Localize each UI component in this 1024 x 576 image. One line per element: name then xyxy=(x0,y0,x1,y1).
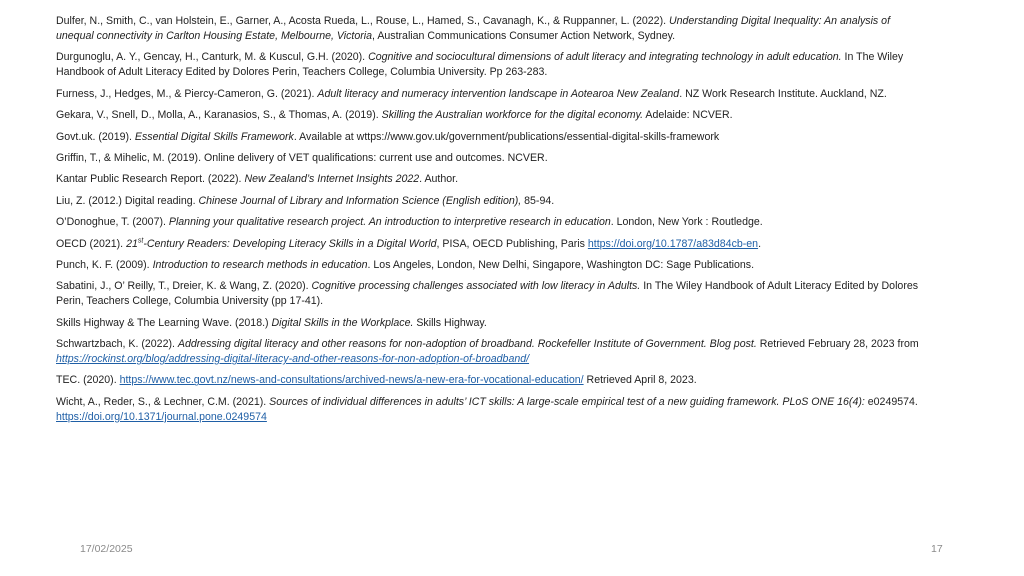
ref-publisher: . Author. xyxy=(419,173,459,186)
ref-authors: OECD (2021). xyxy=(56,237,127,250)
rockinst-link[interactable]: https://rockinst.org/blog/addressing-digital-literacy-and-other-reasons-for-non-adoption-of-broadband/ xyxy=(56,353,530,366)
ref-publisher: . NZ Work Research Institute. Auckland, NZ. xyxy=(679,87,887,100)
ref-authors: Kantar Public Research Report. (2022). xyxy=(56,173,245,186)
reference-griffin-2019 xyxy=(56,151,926,166)
ref-pages: 85-94. xyxy=(521,194,555,207)
ref-article-number: e0249574. xyxy=(864,395,918,408)
ref-title: New Zealand’s Internet Insights 2022 xyxy=(244,173,420,186)
ref-authors: Liu, Z. (2012.) Digital reading. xyxy=(56,194,199,207)
reference-wicht-2021 xyxy=(56,395,926,425)
ref-authors: Durgunoglu, A. Y., Gencay, H., Canturk, M. & Kuscul, G.H. (2020). xyxy=(56,51,369,64)
doi-link[interactable]: https://doi.org/10.1787/a83d84cb-en xyxy=(587,237,759,250)
ref-title: Chinese Journal of Library and Information Science (English edition), xyxy=(198,194,522,207)
ref-authors: O’Donoghue, T. (2007). xyxy=(56,216,169,229)
reference-gekara-2019 xyxy=(56,108,926,123)
ref-authors: Punch, K. F. (2009). xyxy=(56,258,153,271)
ref-title-number: 21 xyxy=(126,237,138,250)
reference-list xyxy=(56,14,926,431)
reference-furness-2021 xyxy=(56,87,926,102)
ref-publisher: , PISA, OECD Publishing, Paris xyxy=(436,237,588,250)
ref-retrieved: Retrieved February 28, 2023 from xyxy=(756,338,919,351)
reference-sabatini-2020 xyxy=(56,279,926,309)
ref-authors: Furness, J., Hedges, M., & Piercy-Cameron, G. (2021). xyxy=(56,87,318,100)
ref-title: Digital Skills in the Workplace. xyxy=(271,316,414,329)
reference-durgunoglu-2020 xyxy=(56,50,926,80)
ref-publisher: Adelaide: NCVER. xyxy=(643,109,733,122)
ref-title: Sources of individual differences in adults’ ICT skills: A large-scale empirical test of a new guiding framework. PLoS ONE 16(4): xyxy=(269,395,865,408)
ref-authors: Skills Highway & The Learning Wave. (2018.) xyxy=(56,316,272,329)
ref-end: . xyxy=(758,237,762,250)
ref-authors: Govt.uk. (2019). xyxy=(56,130,135,143)
ref-retrieved: Retrieved April 8, 2023. xyxy=(583,374,697,387)
reference-liu-2012 xyxy=(56,194,926,209)
ref-title: Planning your qualitative research project. An introduction to interpretive research in education xyxy=(168,216,611,229)
ref-authors: Sabatini, J., O’ Reilly, T., Dreier, K. & Wang, Z. (2020). xyxy=(56,280,312,293)
reference-punch-2009 xyxy=(56,258,926,273)
ref-authors: Schwartzbach, K. (2022). xyxy=(56,338,178,351)
reference-tec-2020 xyxy=(56,373,926,388)
ref-publisher: , Australian Communications Consumer Action Network, Sydney. xyxy=(372,30,676,42)
ref-publisher: In The Wiley Handbook of Adult Literacy Edited by Dolores Perin, Teachers College, Columbia University. Pp 263-283. xyxy=(56,51,904,79)
reference-schwartzbach-2022 xyxy=(56,337,926,367)
ref-publisher: . Available at wttps://www.gov.uk/government/publications/essential-digital-skills-framework xyxy=(293,130,720,143)
ref-title-rest: -Century Readers: Developing Literacy Skills in a Digital World xyxy=(143,237,437,250)
ref-title: Addressing digital literacy and other reasons for non-adoption of broadband. Rockefeller Institute of Government. Blog post. xyxy=(177,338,757,351)
ref-title: Skilling the Australian workforce for the digital economy. xyxy=(381,109,644,122)
ref-authors: Wicht, A., Reder, S., & Lechner, C.M. (2021). xyxy=(56,395,270,408)
ref-publisher: . Los Angeles, London, New Delhi, Singapore, Washington DC: Sage Publications. xyxy=(367,258,755,271)
ref-authors: Gekara, V., Snell, D., Molla, A., Karanasios, S., & Thomas, A. (2019). xyxy=(56,109,382,122)
ref-title xyxy=(126,238,436,250)
footer-date: 17/02/2025 xyxy=(80,543,133,555)
ref-title-superscript: st xyxy=(137,236,144,244)
ref-authors: TEC. (2020). xyxy=(56,374,120,387)
ref-title: Introduction to research methods in education xyxy=(152,258,368,271)
ref-publisher: In The Wiley Handbook of Adult Literacy Edited by Dolores Perin, Teachers College, Columbia University (pp 17-41). xyxy=(56,280,919,308)
tec-link[interactable]: https://www.tec.govt.nz/news-and-consultations/archived-news/a-new-era-for-vocational-education/ xyxy=(119,374,584,387)
reference-kantar-2022 xyxy=(56,172,926,187)
slide-number: 17 xyxy=(931,543,943,555)
ref-title: Essential Digital Skills Framework xyxy=(134,130,294,143)
reference-oecd-2021 xyxy=(56,237,926,252)
reference-odonoghue-2007 xyxy=(56,215,926,230)
ref-title: Understanding Digital Inequality: An analysis of unequal connectivity in Carlton Housing Estate, Melbourne, Victoria xyxy=(56,15,891,42)
reference-govuk-2019 xyxy=(56,130,926,145)
ref-publisher: . London, New York : Routledge. xyxy=(610,216,763,229)
ref-title: Cognitive and sociocultural dimensions of adult literacy and integrating technology in adult education. xyxy=(368,51,842,64)
ref-title: Cognitive processing challenges associated with low literacy in Adults. xyxy=(311,280,641,293)
ref-authors: Dulfer, N., Smith, C., van Holstein, E., Garner, A., Acosta Rueda, L., Rouse, L., Hamed, S., Cavanagh, K., & Ruppanner, L. (2022). xyxy=(56,15,669,27)
plos-doi-link[interactable]: https://doi.org/10.1371/journal.pone.0249574 xyxy=(56,410,267,423)
ref-publisher: Skills Highway. xyxy=(413,316,487,329)
reference-dulfer-2022 xyxy=(56,14,926,44)
reference-skills-highway-2018 xyxy=(56,316,926,331)
ref-text: Griffin, T., & Mihelic, M. (2019). Online delivery of VET qualifications: current use and outcomes. NCVER. xyxy=(56,151,548,164)
ref-title: Adult literacy and numeracy intervention landscape in Aotearoa New Zealand xyxy=(317,87,680,100)
